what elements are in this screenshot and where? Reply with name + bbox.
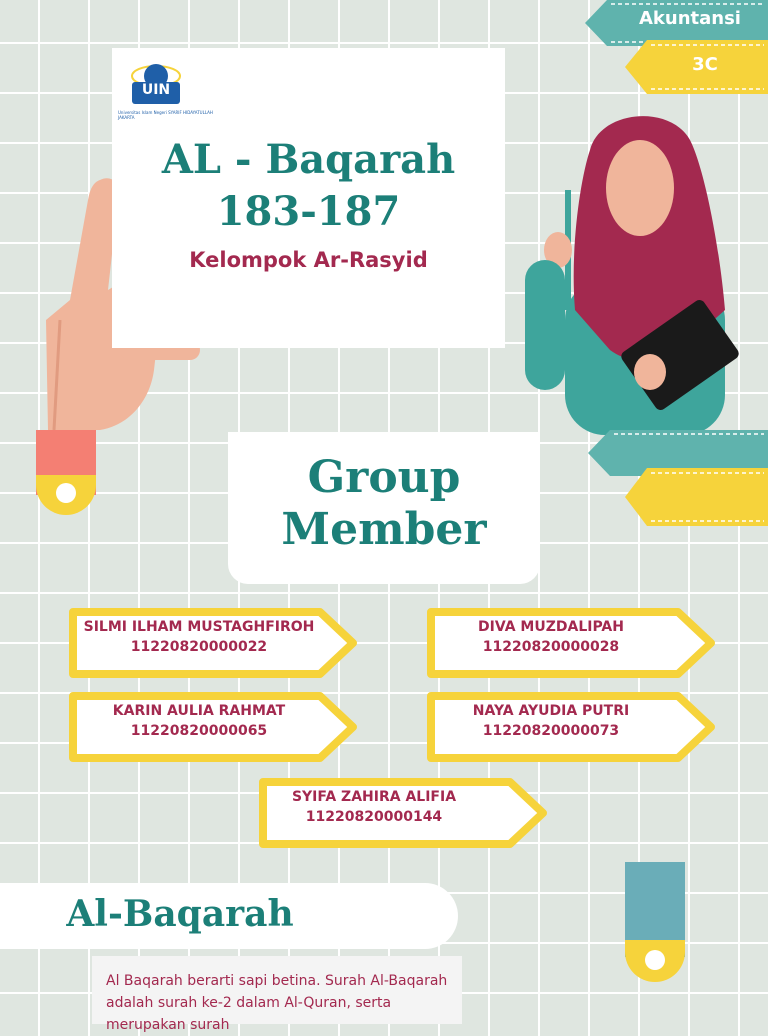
section-body-text: Al Baqarah berarti sapi betina. Surah Al-Baqarah adalah surah ke-2 dalam Al-Quran, serta merupakan surah xyxy=(106,973,448,1033)
cuff-button-bottom xyxy=(625,940,685,992)
title-card xyxy=(112,48,505,348)
member-name: KARIN AULIA RAHMAT xyxy=(112,703,286,719)
ribbon-yellow-mid xyxy=(625,468,768,526)
logo-caption: Universitas Islam Negeri SYARIF HIDAYATULLAH JAKARTA xyxy=(118,110,213,120)
section-heading-card xyxy=(0,883,458,949)
group-heading-line-2: Member xyxy=(281,504,487,555)
title-line-2: 183-187 xyxy=(216,188,401,235)
member-tag xyxy=(426,607,716,679)
woman-illustration xyxy=(520,110,745,435)
member-name: SILMI ILHAM MUSTAGHFIROH xyxy=(83,619,315,635)
group-heading-line-1: Group xyxy=(307,452,461,503)
title-line-1: AL - Baqarah xyxy=(161,136,456,183)
member-id: 11220820000144 xyxy=(305,809,443,825)
group-member-card xyxy=(228,432,540,584)
member-tag xyxy=(258,777,548,849)
logo-text: UIN xyxy=(141,82,171,98)
member-id: 11220820000022 xyxy=(130,639,268,655)
member-name: NAYA AYUDIA PUTRI xyxy=(472,703,630,719)
member-tag xyxy=(68,691,358,763)
member-id: 11220820000065 xyxy=(130,723,268,739)
member-name: DIVA MUZDALIPAH xyxy=(478,619,624,635)
section-heading: Al-Baqarah xyxy=(66,893,294,935)
member-tag xyxy=(68,607,358,679)
member-id: 11220820000073 xyxy=(482,723,620,739)
class-code: 3C xyxy=(692,54,718,75)
subtitle: Kelompok Ar-Rasyid xyxy=(189,248,428,272)
member-id: 11220820000028 xyxy=(482,639,620,655)
member-tag xyxy=(426,691,716,763)
cuff-button xyxy=(36,475,96,525)
member-name: SYIFA ZAHIRA ALIFIA xyxy=(291,789,457,805)
section-body-card xyxy=(92,956,462,1033)
class-label: Akuntansi xyxy=(639,8,741,29)
